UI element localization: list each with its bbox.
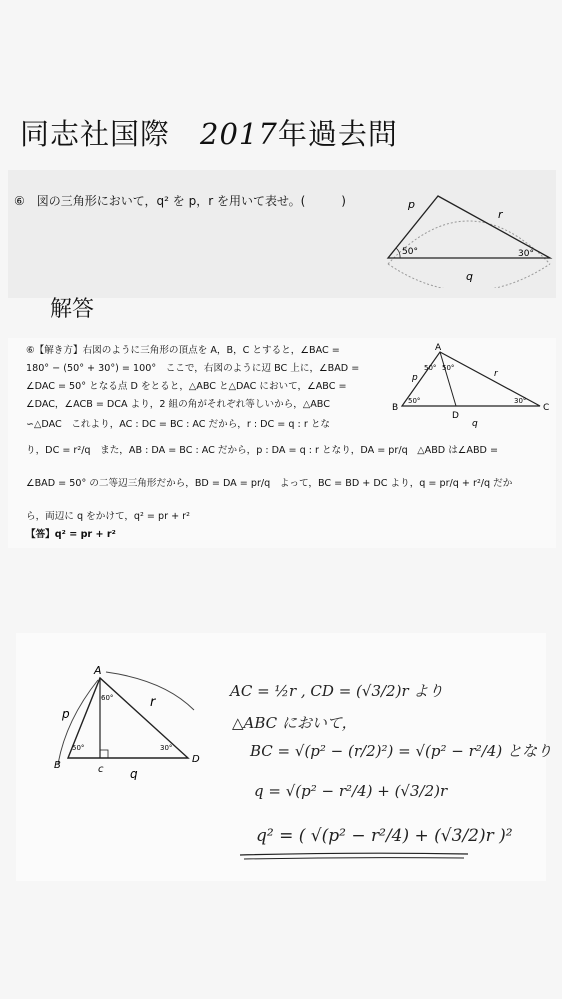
- solution-line: ら，両辺に q をかけて，q² = pr + r²: [26, 511, 190, 522]
- h-label-C: c: [98, 764, 104, 775]
- h-label-p: p: [62, 707, 70, 721]
- solution-line: ⑥【解き方】右図のように三角形の頂点を A，B，C とすると，∠BAC =: [26, 345, 340, 356]
- handwritten-triangle-figure: [44, 660, 214, 780]
- h-label-q: q: [130, 767, 138, 780]
- h-angle-60: 60°: [101, 694, 114, 702]
- s-label-q: q: [472, 419, 478, 429]
- s-label-p: p: [412, 373, 418, 383]
- answer-label: 解答: [50, 297, 95, 322]
- handwritten-final-answer: q² = ( √(p² − r²/4) + (√3/2)r )²: [256, 826, 513, 846]
- h-angle-50: 50°: [72, 744, 85, 752]
- solution-line: ∽△DAC これより，AC : DC = BC : AC だから，r : DC = q : r とな: [26, 419, 331, 430]
- solution-line: ∠DAC = 50° となる点 D をとると，△ABC と△DAC において，∠ABC =: [26, 381, 347, 392]
- h-label-B: B: [54, 760, 61, 771]
- h-label-r: r: [150, 695, 156, 710]
- s-label-C: C: [543, 403, 550, 413]
- q-angle-50: 50°: [402, 247, 418, 257]
- question-text: ⑥ 図の三角形において，q² を p，r を用いて表せ。( ): [14, 194, 346, 208]
- s-angle-50a: 50°: [424, 364, 437, 372]
- underline-stroke: [236, 850, 476, 862]
- h-label-D: D: [192, 754, 200, 765]
- solution-line: ∠DAC，∠ACB = DCA より，2 組の角がそれぞれ等しいから，△ABC: [26, 399, 330, 410]
- handwritten-line: BC = √(p² − (r/2)²) = √(p² − r²/4) となり: [250, 742, 552, 760]
- solution-line: 180° − (50° + 30°) = 100° ここで，右図のように辺 BC 上に，∠BAD =: [26, 363, 360, 374]
- h-angle-30: 30°: [160, 744, 173, 752]
- s-label-A: A: [435, 343, 442, 353]
- q-label-q: q: [466, 270, 473, 283]
- question-triangle-figure: [380, 188, 560, 288]
- q-angle-30: 30°: [518, 249, 534, 259]
- h-label-A: A: [94, 664, 102, 677]
- s-label-D: D: [452, 411, 459, 421]
- handwritten-line: AC = ½r , CD = (√3/2)r より: [230, 682, 444, 700]
- q-label-r: r: [498, 208, 503, 221]
- solution-triangle-figure: [388, 340, 556, 432]
- q-label-p: p: [408, 198, 415, 211]
- solution-line: り，DC = r²/q また，AB : DA = BC : AC だから，p : DA = q : r となり，DA = pr/q △ABD は∠ABD =: [26, 445, 499, 456]
- handwritten-line: q = √(p² − r²/4) + (√3/2)r: [254, 782, 448, 800]
- s-label-r: r: [494, 369, 498, 379]
- s-angle-30: 30°: [514, 397, 527, 405]
- s-angle-50c: 50°: [408, 397, 421, 405]
- page-title: 同志社国際 2017年過去問: [20, 117, 398, 151]
- solution-answer: 【答】q² = pr + r²: [26, 529, 116, 540]
- s-angle-50b: 50°: [442, 364, 455, 372]
- solution-line: ∠BAD = 50° の二等辺三角形だから，BD = DA = pr/q よって，BC = BD + DC より，q = pr/q + r²/q だか: [26, 478, 513, 489]
- s-label-B: B: [392, 403, 399, 413]
- handwritten-line: △ABC において，: [232, 714, 357, 732]
